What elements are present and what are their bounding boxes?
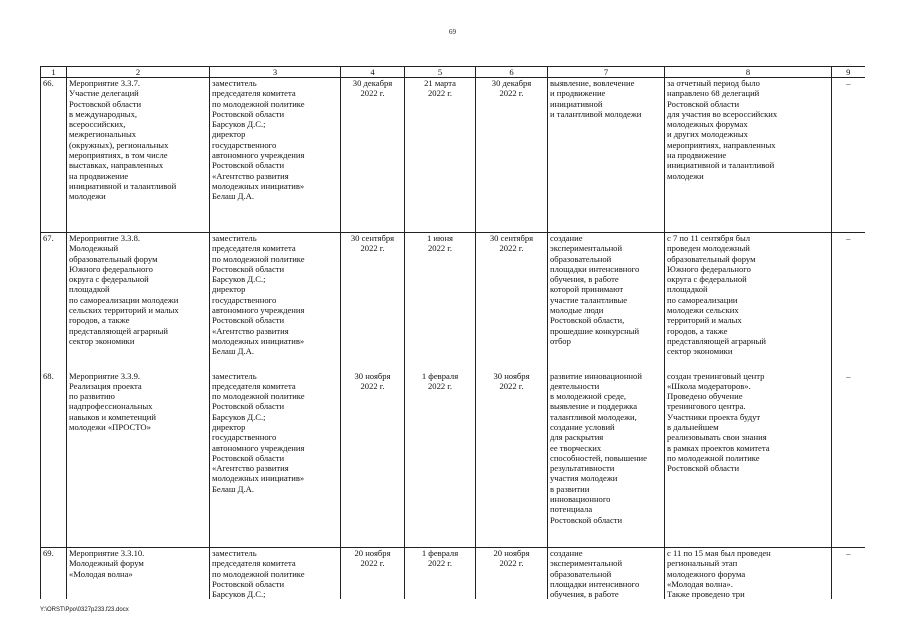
actual-result-cell-line: для участия во всероссийских xyxy=(667,108,778,119)
event-name-cell-line: Участие делегаций xyxy=(69,88,139,99)
planned-result-cell-line: Ростовской области, xyxy=(550,315,625,326)
actual-result-cell-line: Южного федерального xyxy=(667,263,751,274)
column-header: 1 xyxy=(41,67,67,78)
actual-result-cell-line: «Школа модераторов». xyxy=(667,380,751,391)
column-header: 7 xyxy=(548,67,665,78)
actual-result-cell-line: в дальнейшем xyxy=(667,421,719,432)
event-name-cell-line: Мероприятие 3.3.10. xyxy=(69,548,145,558)
actual-result-cell-line: сектор экономики xyxy=(667,346,733,357)
actual-result-cell-line: создан тренинговый центр xyxy=(667,370,765,381)
responsible-cell xyxy=(210,78,341,233)
actual-result-cell-line: по самореализации xyxy=(667,294,738,305)
responsible-cell-line: по молодежной политике xyxy=(212,391,305,402)
planned-result-cell-line: и продвижение xyxy=(550,88,606,99)
responsible-cell-line: директор xyxy=(212,129,246,140)
responsible-cell-line: Белаш Д.А. xyxy=(212,483,254,494)
row-number-cell: 68. xyxy=(41,371,67,548)
actual-result-cell xyxy=(665,548,832,600)
event-name-cell-line: инициативной и талантливой xyxy=(69,180,177,191)
event-name-cell xyxy=(67,371,210,548)
planned-end-date-cell-line: 2022 г. xyxy=(360,380,385,391)
column-header: 4 xyxy=(341,67,405,78)
actual-result-cell-line: округа с федеральной xyxy=(667,274,747,285)
actual-start-date-cell-line: 2022 г. xyxy=(427,88,453,99)
actual-result-cell-line: тренингового центра. xyxy=(667,401,746,412)
actual-result-cell-line: территорий и малых xyxy=(667,315,742,326)
file-path-footer: Y:\ORST\Ppo\0327p233.f23.docx xyxy=(40,607,129,613)
actual-result-cell-line: за отчетный период было xyxy=(667,78,760,88)
responsible-cell-line: молодежных инициатив» xyxy=(212,335,305,346)
planned-result-cell xyxy=(548,371,665,548)
actual-result-cell-line: с 7 по 11 сентября был xyxy=(667,233,751,243)
planned-end-date-cell xyxy=(341,233,405,371)
event-name-cell xyxy=(67,233,210,371)
planned-result-cell-line: талантливой молодежи, xyxy=(550,411,637,422)
row-number-cell: 66. xyxy=(41,78,67,233)
actual-end-date-cell-line: 30 декабря xyxy=(491,78,532,88)
actual-result-cell-line: направлено 68 делегаций xyxy=(667,88,760,99)
planned-result-cell xyxy=(548,548,665,600)
planned-result-cell-line: обучения, в работе xyxy=(550,589,619,600)
event-name-cell-line: сектор экономики xyxy=(69,335,135,346)
actual-start-date-cell-line: 1 февраля xyxy=(421,370,459,381)
responsible-cell-line: автономного учреждения xyxy=(212,305,305,316)
responsible-cell-line: «Агентство развития xyxy=(212,325,289,336)
planned-result-cell-line: площадки интенсивного xyxy=(550,578,640,589)
event-name-cell-line: Мероприятие 3.3.9. xyxy=(69,370,141,381)
planned-result-cell-line: экспериментальной xyxy=(550,558,623,569)
planned-result-cell-line: ее творческих xyxy=(550,442,602,453)
responsible-cell-line: автономного учреждения xyxy=(212,442,305,453)
planned-result-cell-line: создание xyxy=(550,233,583,243)
event-name-cell-line: Ростовской области xyxy=(69,98,142,109)
event-name-cell-line: Мероприятие 3.3.7. xyxy=(69,78,141,88)
responsible-cell-line: по молодежной политике xyxy=(212,568,305,579)
planned-result-cell-line: в молодежной среде, xyxy=(550,391,627,402)
actual-start-date-cell-line: 2022 г. xyxy=(427,380,453,391)
responsible-cell-line: Барсуков Д.С.; xyxy=(212,119,266,130)
event-name-cell-line: по развитию xyxy=(69,391,115,402)
actual-end-date-cell-line: 2022 г. xyxy=(499,380,524,391)
event-name-cell-line: Реализация проекта xyxy=(69,380,142,391)
planned-end-date-cell xyxy=(341,78,405,233)
page-number: 69 xyxy=(449,28,456,36)
column-header: 2 xyxy=(67,67,210,78)
event-name-cell-line: сельских территорий и малых xyxy=(69,305,179,316)
actual-result-cell-line: представляющей аграрный xyxy=(667,335,766,346)
events-table xyxy=(40,66,865,599)
responsible-cell-line: Барсуков Д.С.; xyxy=(212,589,266,600)
planned-end-date-cell xyxy=(341,371,405,548)
responsible-cell xyxy=(210,371,341,548)
actual-result-cell xyxy=(665,371,832,548)
planned-result-cell-line: образовательной xyxy=(550,253,612,264)
actual-result-cell-line: по молодежной политике xyxy=(667,452,760,463)
actual-result-cell-line: площадкой xyxy=(667,284,708,295)
actual-result-cell-line: в рамках проектов комитета xyxy=(667,442,770,453)
column-header: 6 xyxy=(476,67,548,78)
actual-end-date-cell xyxy=(476,371,548,548)
row-number-cell: 69. xyxy=(41,548,67,600)
planned-result-cell-line: деятельности xyxy=(550,380,600,391)
responsible-cell-line: Барсуков Д.С.; xyxy=(212,274,266,285)
planned-result-cell-line: инициативной xyxy=(550,98,603,109)
actual-result-cell-line: Участники проекта будут xyxy=(667,411,761,422)
actual-result-cell xyxy=(665,233,832,371)
event-name-cell-line: всероссийских, xyxy=(69,119,126,130)
responsible-cell-line: Ростовской области xyxy=(212,315,285,326)
responsible-cell-line: председателя комитета xyxy=(212,380,296,391)
responsible-cell-line: Ростовской области xyxy=(212,160,285,171)
notes-cell: – xyxy=(832,548,865,600)
actual-result-cell-line: региональный этап xyxy=(667,558,738,569)
planned-end-date-cell-line: 30 декабря xyxy=(352,78,393,88)
actual-end-date-cell-line: 2022 г. xyxy=(499,243,524,254)
event-name-cell-line: (окружных), региональных xyxy=(69,139,169,150)
responsible-cell-line: государственного xyxy=(212,294,277,305)
event-name-cell-line: надпрофессиональных xyxy=(69,401,153,412)
event-name-cell-line: Молодежный xyxy=(69,243,119,254)
responsible-cell-line: по молодежной политике xyxy=(212,253,305,264)
actual-result-cell-line: молодежи сельских xyxy=(667,305,739,316)
responsible-cell-line: Барсуков Д.С.; xyxy=(212,411,266,422)
actual-result-cell-line: с 11 по 15 мая был проведен xyxy=(667,548,771,558)
responsible-cell-line: государственного xyxy=(212,139,277,150)
planned-result-cell-line: молодые люди xyxy=(550,305,604,316)
responsible-cell-line: Ростовской области xyxy=(212,263,285,274)
row-number-cell: 67. xyxy=(41,233,67,371)
actual-result-cell-line: мероприятиях, направленных xyxy=(667,139,776,150)
responsible-cell-line: автономного учреждения xyxy=(212,150,305,161)
actual-end-date-cell-line: 2022 г. xyxy=(499,558,524,569)
planned-result-cell-line: участия молодежи xyxy=(550,473,618,484)
planned-result-cell-line: способностей, повышение xyxy=(550,452,647,463)
actual-start-date-cell-line: 21 марта xyxy=(424,78,456,88)
responsible-cell-line: Ростовской области xyxy=(212,108,285,119)
event-name-cell-line: по самореализации молодежи xyxy=(69,294,179,305)
table-row xyxy=(41,548,865,600)
event-name-cell-line: округа с федеральной xyxy=(69,274,149,285)
responsible-cell-line: председателя комитета xyxy=(212,558,296,569)
column-header: 8 xyxy=(665,67,832,78)
responsible-cell-line: заместитель xyxy=(212,548,257,558)
actual-result-cell-line: молодежного форума xyxy=(667,568,746,579)
event-name-cell-line: представляющей аграрный xyxy=(69,325,168,336)
responsible-cell-line: по молодежной политике xyxy=(212,98,305,109)
planned-result-cell-line: для раскрытия xyxy=(550,432,604,443)
planned-result-cell-line: участие талантливые xyxy=(550,294,628,305)
event-name-cell-line: Мероприятие 3.3.8. xyxy=(69,233,141,243)
planned-end-date-cell-line: 2022 г. xyxy=(360,243,385,254)
event-name-cell-line: мероприятиях, в том числе xyxy=(69,150,168,161)
event-name-cell-line: «Молодая волна» xyxy=(69,568,133,579)
responsible-cell-line: Белаш Д.А. xyxy=(212,346,254,357)
actual-result-cell-line: «Молодая волна». xyxy=(667,578,733,589)
planned-result-cell xyxy=(548,233,665,371)
responsible-cell-line: директор xyxy=(212,284,246,295)
actual-result-cell-line: молодежи xyxy=(667,170,704,181)
actual-result-cell-line: на продвижение xyxy=(667,150,727,161)
actual-start-date-cell-line: 2022 г. xyxy=(427,243,453,254)
planned-result-cell-line: выявление, вовлечение xyxy=(550,78,635,88)
responsible-cell-line: государственного xyxy=(212,432,277,443)
planned-result-cell-line: инновационного xyxy=(550,494,611,505)
event-name-cell-line: молодежи «ПРОСТО» xyxy=(69,421,151,432)
event-name-cell-line: площадкой xyxy=(69,284,110,295)
responsible-cell-line: Ростовской области xyxy=(212,452,285,463)
actual-result-cell xyxy=(665,78,832,233)
actual-result-cell-line: Ростовской области xyxy=(667,463,740,474)
planned-result-cell-line: выявление и поддержка xyxy=(550,401,638,412)
planned-result-cell-line: экспериментальной xyxy=(550,243,623,254)
actual-end-date-cell xyxy=(476,78,548,233)
responsible-cell-line: председателя комитета xyxy=(212,88,296,99)
planned-result-cell-line: в развитии xyxy=(550,483,590,494)
actual-start-date-cell xyxy=(405,371,476,548)
actual-result-cell-line: городов, а также xyxy=(667,325,728,336)
responsible-cell-line: Ростовской области xyxy=(212,578,285,589)
planned-result-cell-line: образовательной xyxy=(550,568,612,579)
event-name-cell xyxy=(67,78,210,233)
responsible-cell-line: заместитель xyxy=(212,233,257,243)
actual-end-date-cell-line: 20 ноября xyxy=(493,548,530,558)
notes-cell: – xyxy=(832,78,865,233)
actual-result-cell-line: инициативной и талантливой xyxy=(667,160,775,171)
event-name-cell-line: выставках, направленных xyxy=(69,160,164,171)
actual-result-cell-line: проведен молодежный xyxy=(667,243,750,254)
column-header: 5 xyxy=(405,67,476,78)
notes-cell: – xyxy=(832,371,865,548)
actual-start-date-cell xyxy=(405,233,476,371)
event-name-cell-line: образовательный форум xyxy=(69,253,158,264)
planned-end-date-cell-line: 2022 г. xyxy=(360,558,385,569)
planned-result-cell-line: результативности xyxy=(550,463,615,474)
event-name-cell-line: навыков и компетенций xyxy=(69,411,156,422)
event-name-cell xyxy=(67,548,210,600)
responsible-cell-line: председателя комитета xyxy=(212,243,296,254)
planned-result-cell-line: развитие инновационной xyxy=(550,370,642,381)
actual-end-date-cell-line: 2022 г. xyxy=(499,88,524,99)
planned-result-cell-line: создание xyxy=(550,548,583,558)
table-row xyxy=(41,371,865,548)
event-name-cell-line: городов, а также xyxy=(69,315,130,326)
actual-start-date-cell xyxy=(405,548,476,600)
responsible-cell-line: директор xyxy=(212,421,246,432)
planned-result-cell-line: которой принимают xyxy=(550,284,624,295)
planned-result-cell-line: создание условий xyxy=(550,421,615,432)
responsible-cell xyxy=(210,548,341,600)
actual-start-date-cell xyxy=(405,78,476,233)
column-header: 9 xyxy=(832,67,865,78)
event-name-cell-line: Молодежный форум xyxy=(69,558,144,569)
planned-result-cell-line: потенциала xyxy=(550,504,593,515)
actual-result-cell-line: Также проведено три xyxy=(667,589,745,600)
table-row xyxy=(41,78,865,233)
planned-end-date-cell-line: 30 ноября xyxy=(354,370,391,381)
planned-result-cell-line: и талантливой молодежи xyxy=(550,108,642,119)
responsible-cell-line: Ростовской области xyxy=(212,401,285,412)
column-header: 3 xyxy=(210,67,341,78)
event-name-cell-line: в международных, xyxy=(69,108,138,119)
actual-result-cell-line: Ростовской области xyxy=(667,98,740,109)
responsible-cell-line: заместитель xyxy=(212,370,257,381)
actual-result-cell-line: реализовывать свои знания xyxy=(667,432,767,443)
planned-end-date-cell-line: 30 сентября xyxy=(350,233,395,243)
planned-result-cell-line: прошедшие конкурсный xyxy=(550,325,640,336)
actual-start-date-cell-line: 1 июня xyxy=(426,233,454,243)
actual-end-date-cell xyxy=(476,548,548,600)
table-row xyxy=(41,233,865,371)
responsible-cell-line: «Агентство развития xyxy=(212,463,289,474)
planned-result-cell-line: отбор xyxy=(550,335,571,346)
column-number-row xyxy=(41,67,865,78)
event-name-cell-line: на продвижение xyxy=(69,170,129,181)
event-name-cell-line: межрегиональных xyxy=(69,129,137,140)
actual-end-date-cell-line: 30 ноября xyxy=(493,370,530,381)
responsible-cell-line: молодежных инициатив» xyxy=(212,180,305,191)
actual-end-date-cell xyxy=(476,233,548,371)
planned-result-cell-line: обучения, в работе xyxy=(550,274,619,285)
event-name-cell-line: молодежи xyxy=(69,191,106,202)
actual-start-date-cell-line: 1 февраля xyxy=(421,548,459,558)
actual-end-date-cell-line: 30 сентября xyxy=(489,233,534,243)
event-name-cell-line: Южного федерального xyxy=(69,263,153,274)
actual-result-cell-line: молодежных форумах xyxy=(667,119,748,130)
actual-result-cell-line: и других молодежных xyxy=(667,129,748,140)
notes-cell: – xyxy=(832,233,865,371)
responsible-cell-line: заместитель xyxy=(212,78,257,88)
planned-end-date-cell-line: 2022 г. xyxy=(360,88,385,99)
actual-start-date-cell-line: 2022 г. xyxy=(427,558,453,569)
responsible-cell-line: «Агентство развития xyxy=(212,170,289,181)
responsible-cell-line: молодежных инициатив» xyxy=(212,473,305,484)
planned-result-cell xyxy=(548,78,665,233)
planned-end-date-cell xyxy=(341,548,405,600)
responsible-cell-line: Белаш Д.А. xyxy=(212,191,254,202)
actual-result-cell-line: Проведено обучение xyxy=(667,391,743,402)
responsible-cell xyxy=(210,233,341,371)
planned-end-date-cell-line: 20 ноября xyxy=(354,548,391,558)
planned-result-cell-line: Ростовской области xyxy=(550,514,623,525)
actual-result-cell-line: образовательный форум xyxy=(667,253,756,264)
planned-result-cell-line: площадки интенсивного xyxy=(550,263,640,274)
